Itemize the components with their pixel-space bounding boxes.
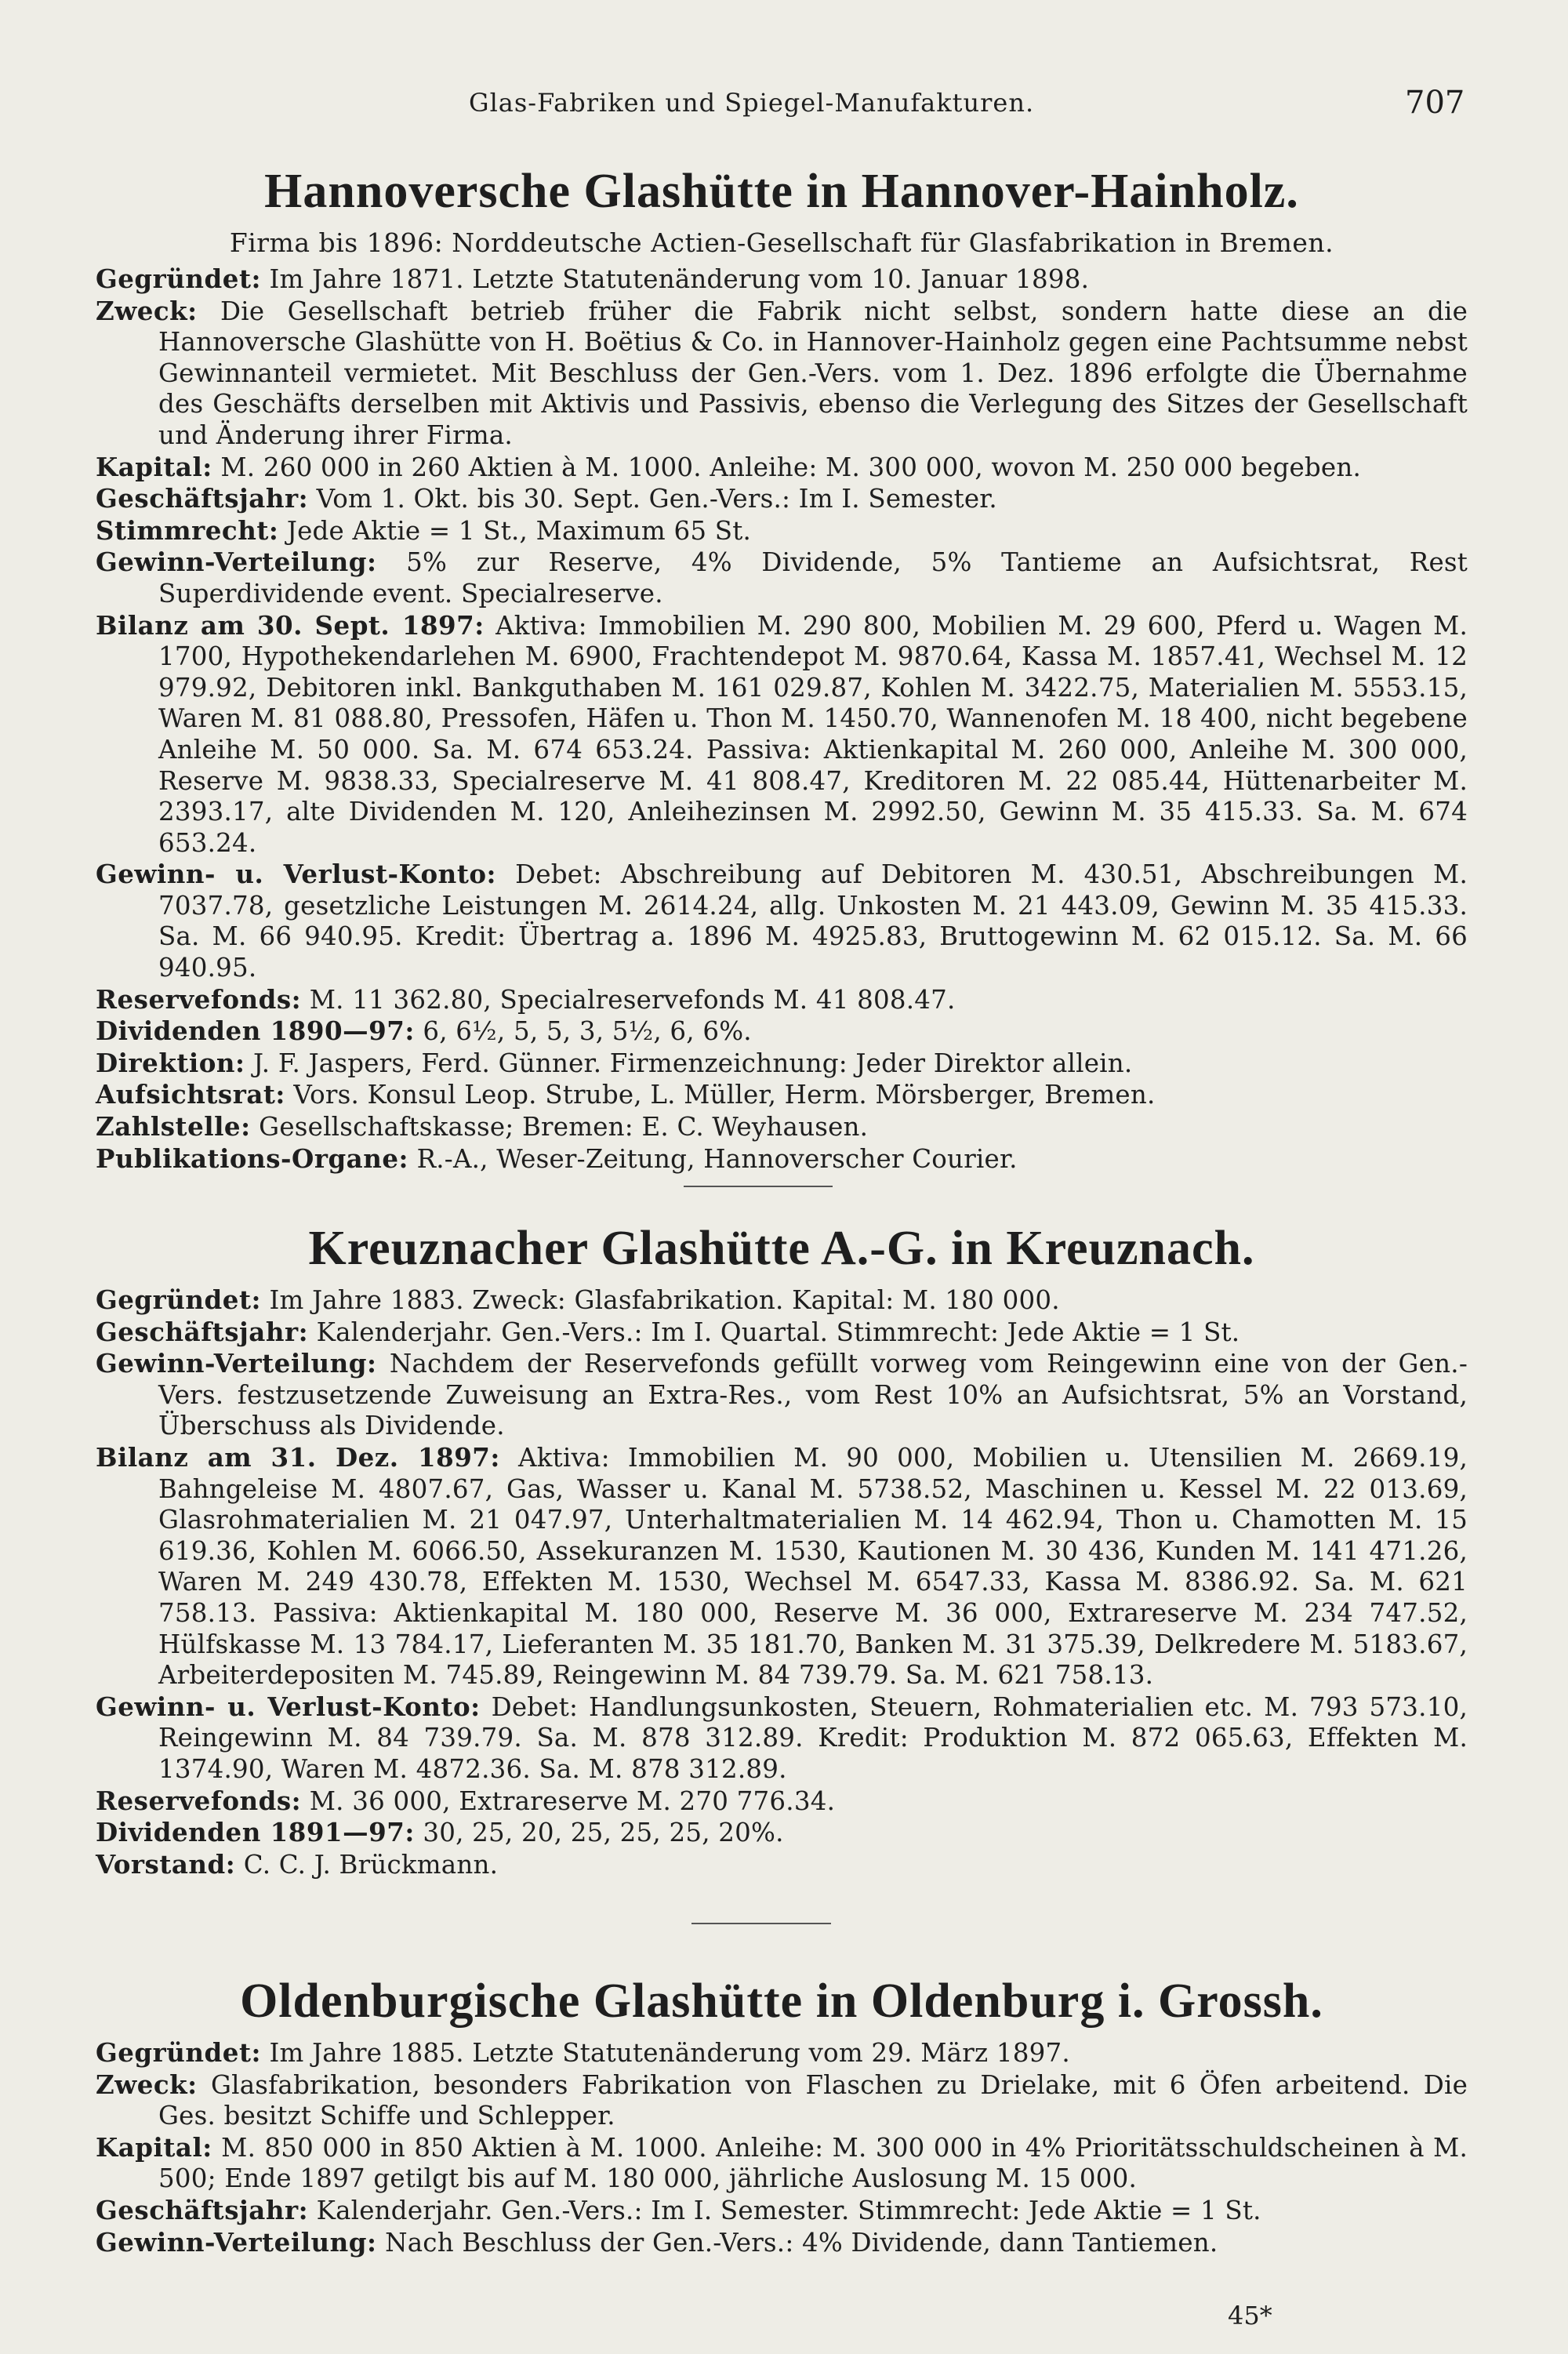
entry-label: Geschäftsjahr: [96,2194,309,2225]
entry-text: Im Jahre 1871. Letzte Statutenänderung vom 10. Januar 1898. [269,264,1090,294]
entry-label: Geschäftsjahr: [96,483,309,514]
entry-text: M. 36 000, Extrareserve M. 270 776.34. [309,1785,836,1816]
entry-balance-sheet [96,1442,1468,1691]
entry-fiscal-year [96,483,1468,515]
entry-label: Zahlstelle: [96,1111,251,1142]
entry-label: Dividenden 1890—97: [96,1015,415,1047]
entry-text: Jede Aktie = 1 St., Maximum 65 St. [286,515,751,546]
entry-label: Gegründet: [96,263,261,294]
entry-label: Reservefonds: [96,1785,302,1816]
company-section-kreuznach [96,1220,1468,1880]
entry-founded [96,1284,1468,1317]
entry-label: Publikations-Organe: [96,1142,409,1174]
entry-text: Glasfabrikation, besonders Fabrikation von Flaschen zu Drielake, mit 6 Öfen arbeitend. Die Ges. besitzt Schiffe und Schlepper. [158,2069,1468,2131]
entry-text: Kalenderjahr. Gen.-Vers.: Im I. Quartal. Stimmrecht: Jede Aktie = 1 St. [316,1317,1240,1347]
entry-publications [96,1143,1468,1175]
section-title: Hannoversche Glashütte in Hannover-Hainholz. [264,165,1299,218]
entry-text: Nachdem der Reservefonds gefüllt vorweg vom Reingewinn eine von der Gen.-Vers. festzusetzende Zuweisung an Extra-Res., vom Rest 10% an Aufsichtsrat, 5% an Vorstand, Überschuss als Dividende. [158,1349,1468,1441]
entry-profit-distribution [96,547,1468,609]
entry-label: Gewinn-Verteilung: [96,547,377,578]
page-number: 707 [1405,85,1465,121]
entry-reserve-fund [96,1785,1468,1818]
section-subtitle: Firma bis 1896: Norddeutsche Actien-Gesellschaft für Glasfabrikation in Bremen. [229,227,1334,258]
entry-text: Vors. Konsul Leop. Strube, L. Müller, Herm. Mörsberger, Bremen. [293,1080,1156,1110]
running-title: Glas-Fabriken und Spiegel-Manufakturen. [469,88,1035,118]
entry-fiscal-year [96,1317,1468,1349]
entry-founded [96,2037,1468,2069]
entry-capital [96,452,1468,484]
entry-text: Debet: Abschreibung auf Debitoren M. 430.51, Abschreibungen M. 7037.78, gesetzliche Leistungen M. 2614.24, allg. Unkosten M. 21 443.09, Gewinn M. 35 415.33. Sa. M. 66 940.95. Kredit: Übertrag a. 1896 M. 4925.83, Bruttogewinn M. 62 015.12. Sa. M. 66 940.95. [158,859,1468,983]
entry-label: Direktion: [96,1047,245,1078]
entry-label: Aufsichtsrat: [96,1079,285,1110]
entry-text: 6, 6½, 5, 5, 3, 5½, 6, 6%. [423,1016,752,1047]
entry-label: Gegründet: [96,2037,261,2068]
section-title: Kreuznacher Glashütte A.-G. in Kreuznach. [308,1222,1255,1275]
entry-board [96,1849,1468,1881]
entry-text: Nach Beschluss der Gen.-Vers.: 4% Dividende, dann Tantiemen. [385,2227,1218,2258]
entry-profit-distribution [96,1348,1468,1442]
running-head [0,85,1568,127]
entry-text: Vom 1. Okt. bis 30. Sept. Gen.-Vers.: Im I. Semester. [316,484,997,514]
entry-balance-sheet [96,610,1468,859]
entry-fiscal-year [96,2195,1468,2227]
entry-reserve-fund [96,984,1468,1016]
entry-directors [96,1048,1468,1080]
entry-founded [96,263,1468,296]
entry-text: M. 260 000 in 260 Aktien à M. 1000. Anleihe: M. 300 000, wovon M. 250 000 begeben. [220,452,1362,482]
entry-text: J. F. Jaspers, Ferd. Günner. Firmenzeichnung: Jeder Direktor allein. [253,1048,1133,1078]
entry-text: Aktiva: Immobilien M. 90 000, Mobilien u. Utensilien M. 2669.19, Bahngeleise M. 4807.67, Gas, Wasser u. Kanal M. 5738.52, Maschinen u. Kessel M. 22 013.69, Glasrohmaterialien M. 21 047.97, Unterhaltmaterialien M. 14 462.94, Thon u. Chamotten M. 15 619.36, Kohlen M. 6066.50, Assekuranzen M. 1530, Kautionen M. 30 436, Kunden M. 141 471.26, Waren M. 249 430.78, Effekten M. 1530, Wechsel M. 6547.33, Kassa M. 8386.92. Sa. M. 621 758.13. Passiva: Aktienkapital M. 180 000, Reserve M. 36 000, Extrareserve M. 234 747.52, Hülfskasse M. 13 784.17, Lieferanten M. 35 181.70, Banken M. 31 375.39, Delkredere M. 5183.67, Arbeiterdepositen M. 745.89, Reingewinn M. 84 739.79. Sa. M. 621 758.13. [158,1442,1468,1691]
entry-purpose [96,296,1468,452]
entry-label: Gewinn-Verteilung: [96,2226,377,2258]
entry-label: Zweck: [96,2069,198,2100]
entry-text: Gesellschaftskasse; Bremen: E. C. Weyhausen. [259,1112,869,1142]
company-section-hannover [96,163,1468,1175]
entry-dividends [96,1817,1468,1849]
entry-label: Gewinn- u. Verlust-Konto: [96,1691,481,1722]
entry-text: M. 11 362.80, Specialreservefonds M. 41 808.47. [309,984,956,1015]
entry-dividends [96,1015,1468,1048]
entry-text: Die Gesellschaft betrieb früher die Fabrik nicht selbst, sondern hatte diese an die Hannoversche Glashütte von H. Boëtius & Co. in Hannover-Hainholz gegen eine Pachtsumme nebst Gewinnanteil vermietet. Mit Beschluss der Gen.-Vers. vom 1. Dez. 1896 erfolgte die Übernahme des Geschäfts derselben mit Aktivis und Passivis, ebenso die Verlegung des Sitzes der Gesellschaft und Änderung ihrer Firma. [158,296,1468,450]
entry-label: Gewinn- u. Verlust-Konto: [96,859,496,890]
entry-label: Bilanz am 31. Dez. 1897: [96,1441,500,1473]
entry-supervisory-board [96,1079,1468,1111]
entry-text: R.-A., Weser-Zeitung, Hannoverscher Courier. [416,1143,1018,1174]
entry-text: M. 850 000 in 850 Aktien à M. 1000. Anleihe: M. 300 000 in 4% Prioritätsschuldscheinen à M. 500; Ende 1897 getilgt bis auf M. 180 000, jährliche Auslosung M. 15 000. [158,2132,1468,2194]
entry-label: Geschäftsjahr: [96,1316,309,1347]
entry-label: Dividenden 1891—97: [96,1817,415,1848]
section-title: Oldenburgische Glashütte in Oldenburg i. Grossh. [240,1974,1323,2028]
entry-label: Reservefonds: [96,983,302,1015]
signature-mark: 45* [1228,2301,1272,2330]
entry-label: Zweck: [96,295,198,326]
entry-label: Kapital: [96,2131,212,2163]
section-divider [691,1923,831,1924]
entry-text: 5% zur Reserve, 4% Dividende, 5% Tantieme an Aufsichtsrat, Rest Superdividende event. Specialreserve. [158,547,1468,608]
entry-text: Im Jahre 1885. Letzte Statutenänderung vom 29. März 1897. [269,2038,1070,2068]
entry-paying-agent [96,1111,1468,1143]
entry-text: Kalenderjahr. Gen.-Vers.: Im I. Semester. Stimmrecht: Jede Aktie = 1 St. [316,2195,1261,2225]
entry-text: 30, 25, 20, 25, 25, 25, 20%. [423,1818,784,1848]
entry-label: Vorstand: [96,1848,236,1880]
entry-purpose [96,2069,1468,2132]
entry-capital [96,2132,1468,2195]
entry-label: Kapital: [96,451,212,482]
entry-profit-loss [96,1691,1468,1785]
entry-voting-right [96,515,1468,547]
section-divider [684,1186,833,1187]
entry-text: Debet: Handlungsunkosten, Steuern, Rohmaterialien etc. M. 793 573.10, Reingewinn M. 84 739.79. Sa. M. 878 312.89. Kredit: Produktion M. 872 065.63, Effekten M. 1374.90, Waren M. 4872.36. Sa. M. 878 312.89. [158,1691,1468,1784]
entry-profit-loss [96,859,1468,983]
entry-label: Bilanz am 30. Sept. 1897: [96,609,485,641]
entry-label: Gewinn-Verteilung: [96,1348,377,1379]
entry-label: Gegründet: [96,1284,261,1315]
entry-profit-distribution [96,2227,1468,2259]
entry-text: Im Jahre 1883. Zweck: Glasfabrikation. Kapital: M. 180 000. [269,1285,1060,1315]
entry-label: Stimmrecht: [96,514,279,546]
entry-text: Aktiva: Immobilien M. 290 800, Mobilien M. 29 600, Pferd u. Wagen M. 1700, Hypothekendarlehen M. 6900, Frachtendepot M. 9870.64, Kassa M. 1857.41, Wechsel M. 12 979.92, Debitoren inkl. Bankguthaben M. 161 029.87, Kohlen M. 3422.75, Materialien M. 5553.15, Waren M. 81 088.80, Pressofen, Häfen u. Thon M. 1450.70, Wannenofen M. 18 400, nicht begebene Anleihe M. 50 000. Sa. M. 674 653.24. Passiva: Aktienkapital M. 260 000, Anleihe M. 300 000, Reserve M. 9838.33, Specialreserve M. 41 808.47, Kreditoren M. 22 085.44, Hüttenarbeiter M. 2393.17, alte Dividenden M. 120, Anleihezinsen M. 2992.50, Gewinn M. 35 415.33. Sa. M. 674 653.24. [158,610,1468,858]
company-section-oldenburg [96,1973,1468,2258]
entry-text: C. C. J. Brückmann. [243,1849,499,1880]
